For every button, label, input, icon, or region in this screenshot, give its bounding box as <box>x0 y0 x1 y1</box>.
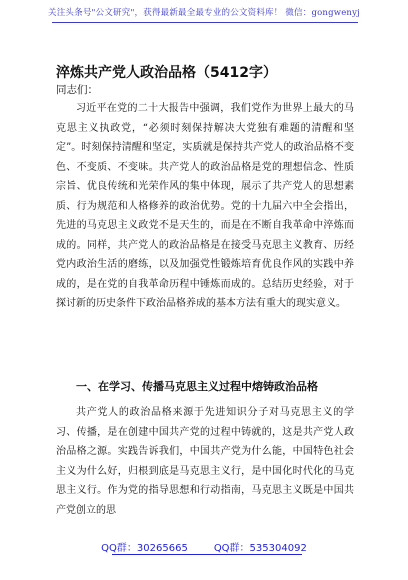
footer-qq-group-1: QQ群：30265665 <box>101 543 188 554</box>
section-heading: 一、在学习、传播马克思主义过程中熔铸政治品格 <box>76 380 318 393</box>
footer <box>0 539 408 554</box>
paragraph: 共产党人的政治品格来源于先进知识分子对马克思主义的学习、传播，是在创建中国共产党的过程中铸就的，这是共产党人政治品格之源。实践告诉我们，中国共产党为什么能，中国特色社会主义为什么好，归根到底是马克思主义行，是中国化时代化的马克思主义行。作为党的指导思想和行动指南，马克思主义既是中国共产党创立的思 <box>56 407 354 516</box>
document-title: 淬炼共产党人政治品格（5412字） <box>56 65 277 81</box>
header-divider <box>52 22 358 23</box>
salutation: 同志们： <box>56 84 98 96</box>
footer-qq-group-2: QQ群：535304092 <box>213 543 307 554</box>
header-banner: 关注头条号"公文研究"，获得最新最全最专业的公文资料库！ 微信：gongwenyj <box>48 8 360 18</box>
footer-underline <box>112 554 302 555</box>
paragraph: 习近平在党的二十大报告中强调，我们党作为世界上最大的马克思主义执政党，“必须时刻保持解决大党独有难题的清醒和坚定”。时刻保持清醒和坚定，实质就是保持共产党人的政治品格不变色、不变质、不变味。共产党人的政治品格是党的理想信念、性质宗旨、优良传统和光荣作风的集中体现，展示了共产党人的思想素质、行为规范和人格修养的政治优势。党的十九届六中全会指出，先进的马克思主义政党不是天生的，而是在不断自我革命中淬炼而成的。同样，共产党人的政治品格是在接受马克思主义教育、历经党内政治生活的磨练，以及加强党性锻炼培育优良作风的实践中养成的，是在党的自我革命历程中锤炼而成的。总结历史经验，对于探讨新的历史条件下政治品格养成的基本方法有重大的现实意义。 <box>56 103 354 309</box>
